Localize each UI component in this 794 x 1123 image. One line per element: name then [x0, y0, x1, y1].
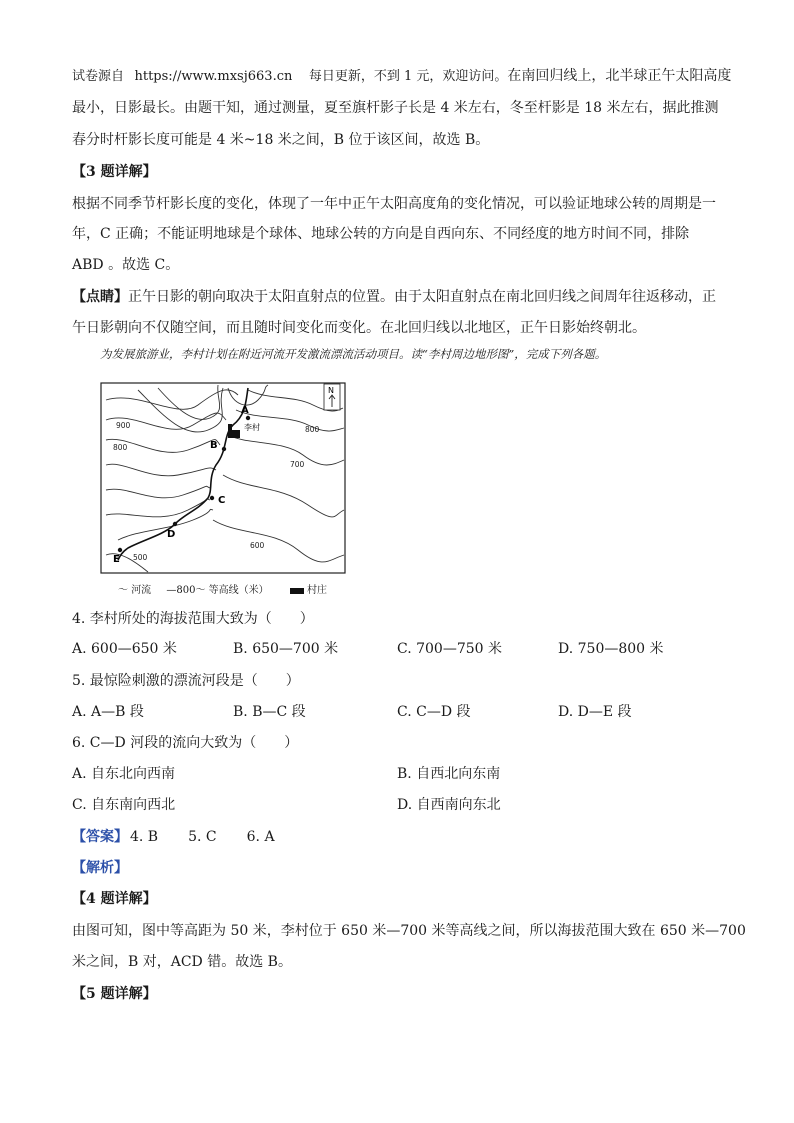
q4-line2: 米之间，B 对，ACD 错。故选 B。 — [72, 954, 292, 970]
question-6-stem: 6. C—D 河段的流向大致为（ ） — [72, 735, 299, 751]
topographic-map — [98, 380, 348, 595]
answer-row — [72, 827, 305, 847]
source-notice: 每日更新，不到 1 元，欢迎访问。 — [308, 69, 508, 84]
q5-option-c[interactable]: C. C—D 段 — [397, 704, 471, 720]
q3-line3: ABD 。故选 C。 — [72, 257, 180, 273]
contour-label: 700 — [290, 460, 305, 469]
point-b-marker — [222, 447, 226, 451]
contour-label: 900 — [116, 421, 131, 430]
text-line — [72, 66, 731, 87]
tip-text1: 正午日影的朝向取决于太阳直射点的位置。由于太阳直射点在南北回归线之间周年往返移动，正 — [128, 289, 716, 305]
legend-river: 河流 — [131, 585, 152, 596]
village-label: 李村 — [244, 423, 260, 432]
map-frame — [101, 383, 345, 573]
point-a-label: A — [241, 405, 249, 416]
q4-option-d[interactable]: D. 750—800 米 — [558, 641, 664, 657]
contour-label: 600 — [250, 541, 265, 550]
q5-option-a[interactable]: A. A—B 段 — [72, 704, 144, 720]
contour-label: 800 — [305, 425, 320, 434]
source-prefix: 试卷源自 — [72, 69, 125, 84]
contour-label: 800 — [113, 443, 128, 452]
map-legend — [118, 581, 327, 596]
question-intro: 为发展旅游业，李村计划在附近河流开发激流漂流活动项目。读“李村周边地形图”，完成下列各题。 — [100, 347, 607, 361]
answer-item: 6. A — [246, 829, 275, 845]
tip-line1 — [72, 287, 716, 307]
point-b-label: B — [210, 440, 218, 451]
point-a-marker — [246, 416, 250, 420]
q4-option-c[interactable]: C. 700—750 米 — [397, 641, 503, 657]
legend-contour: 等高线（米） — [208, 585, 269, 596]
q5-heading: 【5 题详解】 — [72, 986, 157, 1002]
point-d-label: D — [167, 529, 176, 540]
point-d-marker — [173, 522, 177, 526]
point-e-label: E — [113, 554, 120, 565]
q6-option-b[interactable]: B. 自西北向东南 — [397, 766, 501, 782]
q3-heading: 【3 题详解】 — [72, 164, 157, 180]
answer-label: 【答案】 — [72, 829, 128, 845]
analysis-label: 【解析】 — [72, 860, 128, 876]
answer-item: 5. C — [188, 829, 217, 845]
legend-village: 村庄 — [307, 585, 328, 596]
tip-label: 【点睛】 — [72, 289, 128, 305]
q6-option-d[interactable]: D. 自西南向东北 — [397, 797, 501, 813]
tip-line2: 午日影朝向不仅随空间，而且随时间变化而变化。在北回归线以北地区，正午日影始终朝北。 — [72, 320, 646, 336]
legend-contour-sample: 800 — [176, 585, 196, 596]
point-c-marker — [210, 496, 214, 500]
q3-line2: 年，C 正确；不能证明地球是个球体、地球公转的方向是自西向东、不同经度的地方时间不同，排除 — [72, 226, 690, 242]
river-legend-icon: 〜 — [118, 585, 128, 596]
contour-legend-icon: — — [166, 585, 177, 596]
contour-legend-icon-end: 〜 — [195, 585, 206, 596]
q4-option-b[interactable]: B. 650—700 米 — [233, 641, 339, 657]
point-e-marker — [118, 548, 122, 552]
answer-item: 4. B — [130, 829, 159, 845]
q4-option-a[interactable]: A. 600—650 米 — [72, 641, 177, 657]
contour-label: 500 — [133, 553, 148, 562]
q3-line1: 根据不同季节杆影长度的变化，体现了一年中正午太阳高度角的变化情况，可以验证地球公转的周期是一 — [72, 196, 716, 212]
q6-option-a[interactable]: A. 自东北向西南 — [72, 766, 176, 782]
para3-line3: 春分时杆影长度可能是 4 米~18 米之间，B 位于该区间，故选 B。 — [72, 132, 490, 148]
q4-heading: 【4 题详解】 — [72, 891, 157, 907]
north-label: N — [328, 386, 334, 395]
question-4-stem: 4. 李村所处的海拔范围大致为（ ） — [72, 611, 314, 627]
point-c-label: C — [218, 495, 226, 506]
question-5-stem: 5. 最惊险刺激的漂流河段是（ ） — [72, 673, 300, 689]
q6-option-c[interactable]: C. 自东南向西北 — [72, 797, 176, 813]
para3-line2: 最小，日影最长。由题干知，通过测量，夏至旗杆影子长是 4 米左右，冬至杆影是 18 米左右，据此推测 — [72, 100, 719, 116]
source-url[interactable]: https://www.mxsj663.cn — [134, 69, 293, 84]
q4-line1: 由图可知，图中等高距为 50 米，李村位于 650 米—700 米等高线之间，所以海拔范围大致在 650 米—700 — [72, 923, 746, 939]
q5-option-d[interactable]: D. D—E 段 — [558, 704, 632, 720]
village-legend-icon — [290, 588, 304, 594]
village-marker-part — [228, 424, 232, 432]
para3-line1: 在南回归线上，北半球正午太阳高度 — [507, 68, 732, 84]
q5-option-b[interactable]: B. B—C 段 — [233, 704, 306, 720]
